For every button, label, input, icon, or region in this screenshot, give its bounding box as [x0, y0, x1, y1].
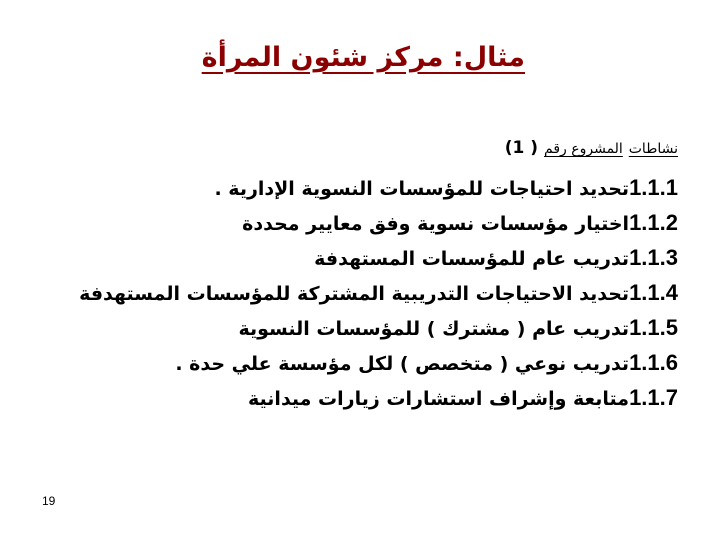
list-item [18, 240, 678, 275]
item-text: متابعة وإشراف استشارات زيارات ميدانية [248, 388, 630, 410]
item-number: 1.1.5 [629, 315, 678, 340]
item-number: 1.1.1 [629, 175, 678, 200]
item-text: تحديد احتياجات للمؤسسات النسوية الإدارية . [214, 178, 630, 200]
item-text: تدريب عام للمؤسسات المستهدفة [314, 248, 630, 270]
item-number: 1.1.3 [629, 245, 678, 270]
item-number: 1.1.7 [629, 385, 678, 410]
section-name: المشروع رقم [544, 141, 623, 157]
item-text: اختيار مؤسسات نسوية وفق معايير محددة [242, 213, 630, 235]
item-text: تدريب نوعي ( متخصص ) لكل مؤسسة علي حدة . [175, 353, 630, 375]
activities-list [18, 170, 678, 415]
page-number: 19 [42, 494, 56, 508]
item-number: 1.1.4 [629, 280, 678, 305]
list-item [18, 275, 678, 310]
list-item [18, 170, 678, 205]
section-number: ( 1) [504, 138, 539, 158]
list-item [18, 310, 678, 345]
list-item [18, 345, 678, 380]
item-number: 1.1.2 [629, 210, 678, 235]
section-label: نشاطات [628, 141, 678, 157]
slide-title: مثال: مركز شئون المرأة [201, 42, 525, 73]
list-item [18, 380, 678, 415]
item-text: تدريب عام ( مشترك ) للمؤسسات النسوية [238, 318, 630, 340]
item-text: تحديد الاحتياجات التدريبية المشتركة للمؤسسات المستهدفة [79, 283, 630, 305]
list-item [18, 205, 678, 240]
item-number: 1.1.6 [629, 350, 678, 375]
section-heading [505, 138, 678, 158]
